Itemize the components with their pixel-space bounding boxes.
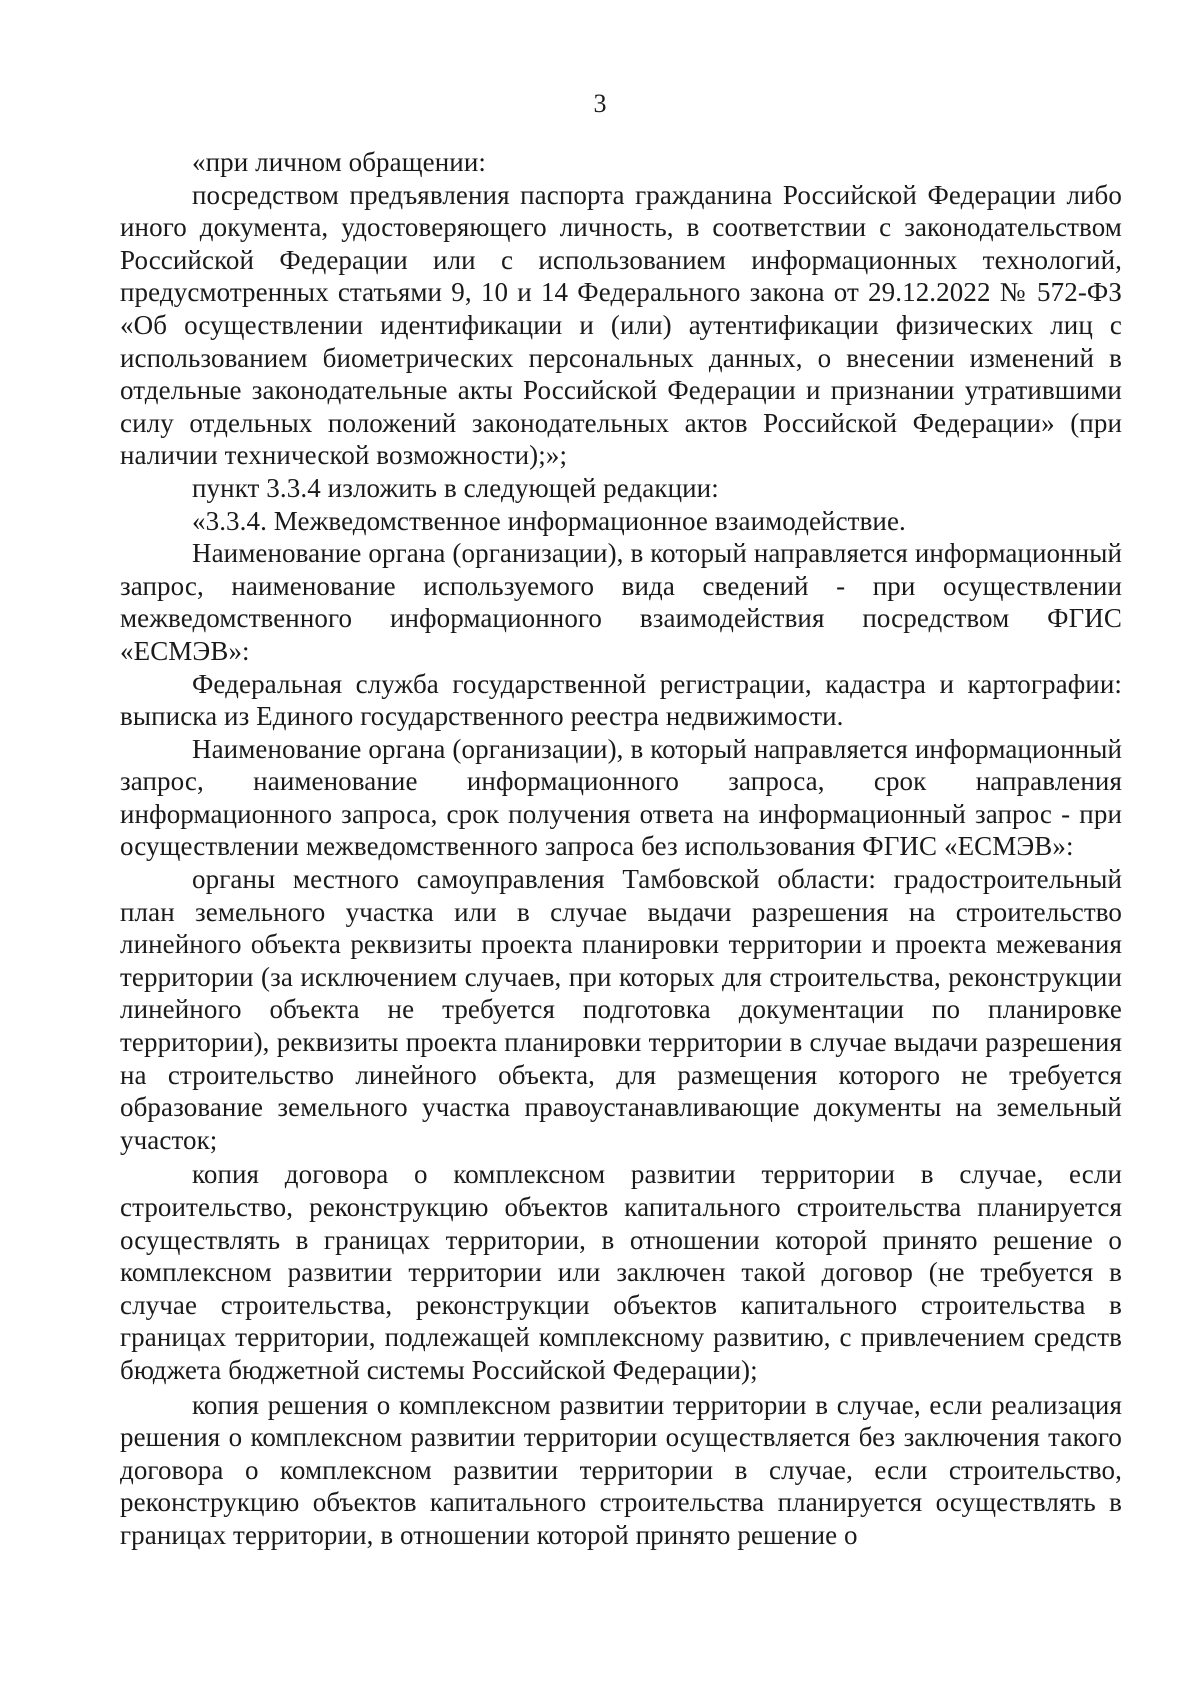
page-number: 3 [593, 89, 607, 118]
paragraph-non-esmev-request: Наименование органа (организации), в который направляется информационный запрос, наименование информационного запроса, срок направления информационного запроса, срок получения ответа на информационный запрос - при осуществлении межведомственного запроса без использования ФГИС «ЕСМЭВ»: [120, 733, 1122, 862]
paragraph-rosreestr: Федеральная служба государственной регистрации, кадастра и картографии: выписка из Единого государственного реестра недвижимости. [120, 668, 1122, 732]
paragraph-esmev-request: Наименование органа (организации), в который направляется информационный запрос, наименование используемого вида сведений - при осуществлении межведомственного информационного взаимодействия посредством ФГИС «ЕСМЭВ»: [120, 538, 1122, 666]
document-body [120, 146, 1122, 1552]
paragraph-personal-request: «при личном обращении: [192, 147, 486, 177]
paragraph-interagency-heading: «3.3.4. Межведомственное информационное взаимодействие. [192, 505, 906, 536]
paragraph-local-authorities: органы местного самоуправления Тамбовской области: градостроительный план земельного участка или в случае выдачи разрешения на строительство линейного объекта реквизиты проекта планировки территории и проекта межевания территории (за исключением случаев, при которых для строительства, реконструкции линейного объекта не требуется подготовка документации по планировке территории), реквизиты проекта планировки территории в случае выдачи разрешения на строительство линейного объекта, для размещения которого не требуется образование земельного участка правоустанавливающие документы на земельный участок; [120, 864, 1122, 1155]
paragraph-passport-identification: посредством предъявления паспорта гражданина Российской Федерации либо иного документа, удостоверяющего личность, в соответствии с законодательством Российской Федерации или с использованием информационных технологий, предусмотренных статьями 9, 10 и 14 Федерального закона от 29.12.2022 № 572-ФЗ «Об осуществлении идентификации и (или) аутентификации физических лиц с использованием биометрических персональных данных, о внесении изменений в отдельные законодательные акты Российской Федерации и признании утратившими силу отдельных положений законодательных актов Российской Федерации» (при наличии технической возможности);»; [120, 179, 1122, 471]
paragraph-clause-amendment: пункт 3.3.4 изложить в следующей редакции: [192, 472, 719, 503]
paragraph-development-decision: копия решения о комплексном развитии территории в случае, если реализация решения о комплексном развитии территории осуществляется без заключения такого договора о комплексном развитии территории в случае, если строительство, реконструкцию объектов капитального строительства планируется осуществлять в границах территории, в отношении которой принято решение о [120, 1389, 1122, 1550]
paragraph-development-contract: копия договора о комплексном развитии территории в случае, если строительство, реконструкцию объектов капитального строительства планируется осуществлять в границах территории, в отношении которой принято решение о комплексном развитии территории или заключен такой договор (не требуется в случае строительства, реконструкции объектов капитального строительства в границах территории, подлежащей комплексному развитию, с привлечением средств бюджета бюджетной системы Российской Федерации); [120, 1159, 1122, 1385]
